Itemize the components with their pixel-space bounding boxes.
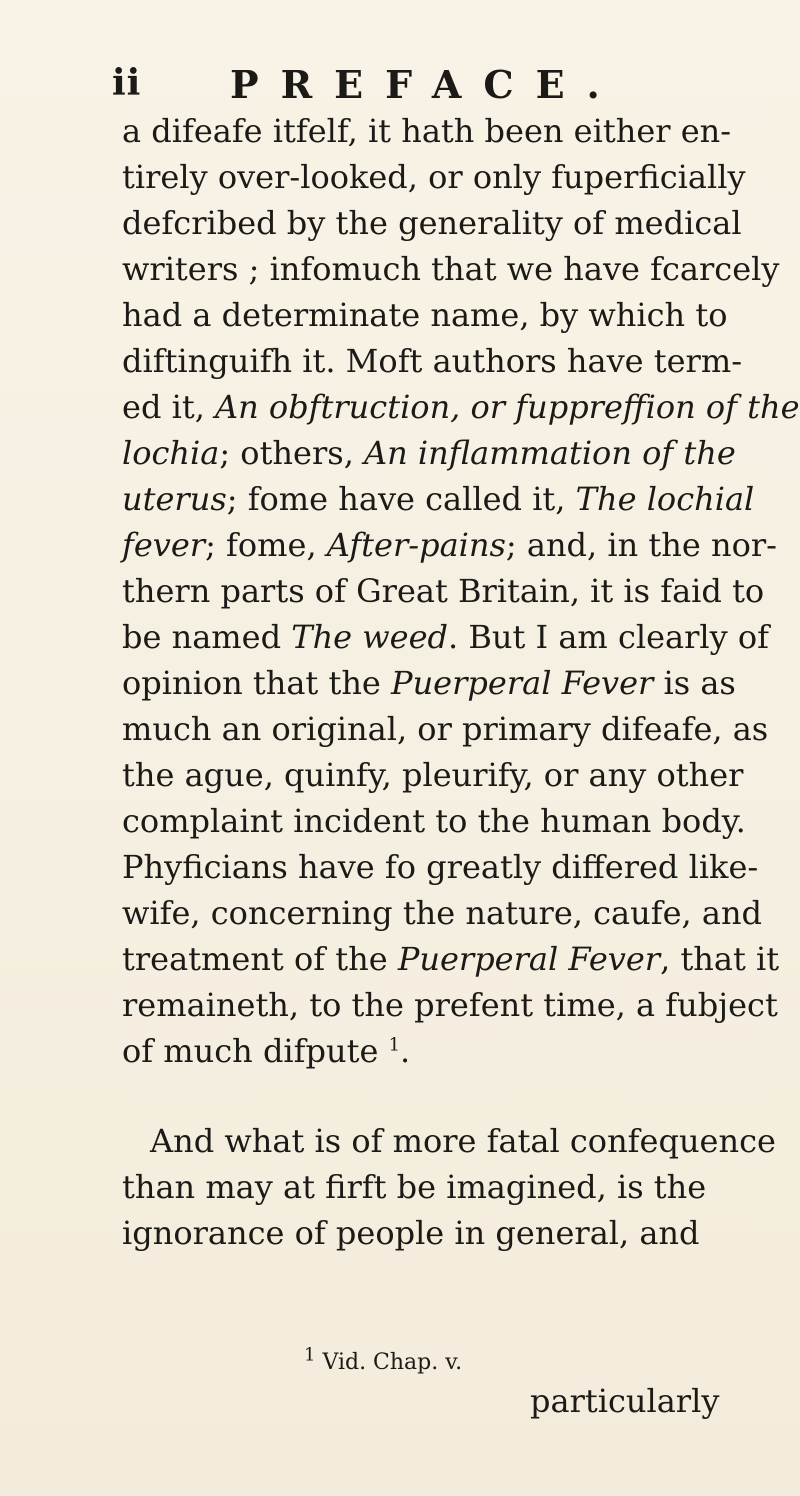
footnote-text: Vid. Chap. v. [322,1350,463,1375]
text-line: tirely over-looked, or only fuperficially [122,158,746,196]
text-line: thern parts of Great Britain, it is faid to [122,572,765,610]
italic-phrase: Puerperal Fever [397,940,661,978]
text-line: than may at firft be imagined, is the [122,1168,707,1206]
body-text [122,108,800,1256]
text-line: opinion that the Puerperal Fever is as [122,664,736,702]
footnote [304,1344,463,1375]
footnote-reference: 1 [388,1034,401,1056]
catchword: particularly [530,1382,720,1420]
italic-phrase: The lochial [575,480,755,518]
text-line: of much difpute $^1$. [122,1032,411,1070]
text-line: writers ; infomuch that we have fcarcely [122,250,780,288]
italic-phrase: lochia [122,434,220,472]
italic-phrase: After-pains [326,526,506,564]
running-title: PREFACE. [230,62,622,107]
italic-phrase: The weed [291,618,449,656]
text-line: uterus; fome have called it, The lochial [122,480,755,518]
italic-phrase: uterus [122,480,227,518]
italic-phrase: An obftruction, or fuppreffion of the [215,388,800,426]
text-line: And what is of more fatal confequence [150,1122,776,1160]
text-line: a difeafe itfelf, it hath been either en- [122,112,732,150]
paragraph-2 [122,1118,776,1256]
italic-phrase: fever [122,526,206,564]
text-line: wife, concerning the nature, caufe, and [122,894,763,932]
text-line: had a determinate name, by which to [122,296,728,334]
text-line: lochia; others, An inflammation of the [122,434,736,472]
page-number: ii [112,62,142,104]
text-line: be named The weed. But I am clearly of [122,618,769,656]
text-line: fever; fome, After-pains; and, in the nor- [122,526,777,564]
text-line: remaineth, to the prefent time, a fubject [122,986,778,1024]
text-line: defcribed by the generality of medical [122,204,742,242]
text-line: complaint incident to the human body. [122,802,746,840]
paragraph-1 [122,108,800,1074]
footnote-mark: 1 [304,1344,316,1366]
italic-phrase: An inflammation of the [364,434,736,472]
page-header [112,62,672,106]
text-line: diftinguifh it. Moft authors have term- [122,342,742,380]
text-line: the ague, quinfy, pleurify, or any other [122,756,744,794]
paragraph-gap [122,1074,668,1118]
text-line: treatment of the Puerperal Fever, that it [122,940,780,978]
text-line: ignorance of people in general, and [122,1214,700,1252]
text-line: Phyficians have fo greatly differed like- [122,848,759,886]
text-line: ed it, An obftruction, or fuppreffion of the [122,388,800,426]
text-line: much an original, or primary difeafe, as [122,710,769,748]
italic-phrase: Puerperal Fever [391,664,654,702]
